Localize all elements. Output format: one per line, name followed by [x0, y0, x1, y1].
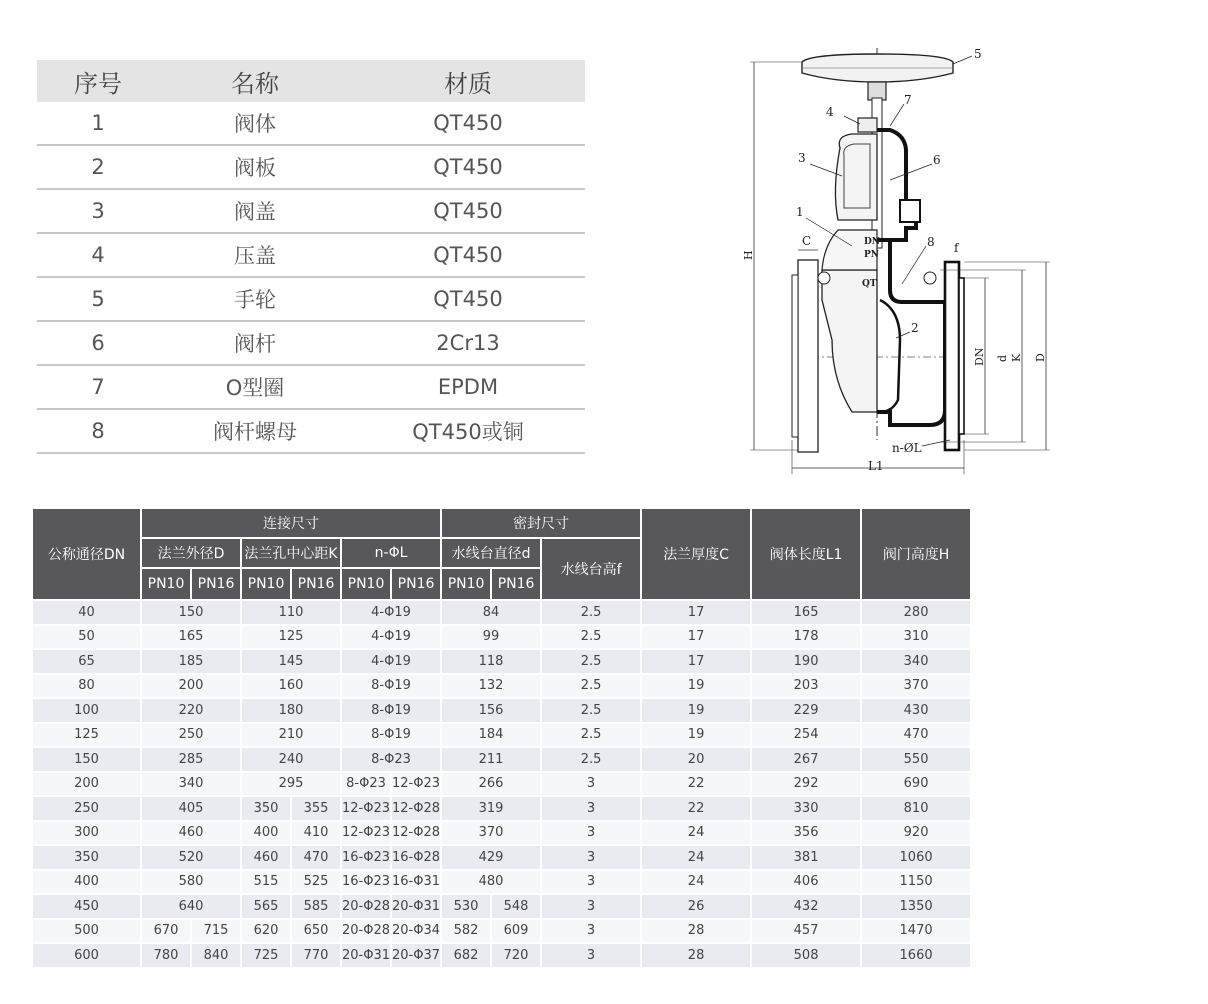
parts-row [37, 233, 585, 277]
cell-flange-od-pn10: 670 [141, 919, 191, 944]
cell-flange-od: 460 [141, 821, 241, 846]
dim-label-k: K [1010, 353, 1023, 362]
cell-valve-height: 370 [861, 674, 971, 699]
cell-body-length: 356 [751, 821, 861, 846]
cell-flange-thickness: 20 [641, 747, 751, 772]
cell-rf-height: 2.5 [541, 698, 641, 723]
cell-bolt-pcd-pn10: 725 [241, 943, 291, 968]
cell-holes: 8-Φ23 [341, 747, 441, 772]
header-flange-thickness: 法兰厚度C [641, 508, 751, 600]
part-material: QT450或铜 [351, 409, 585, 453]
cell-flange-od: 200 [141, 674, 241, 699]
cell-rf-diameter: 99 [441, 625, 541, 650]
dim-row [32, 919, 971, 944]
cell-rf-diameter-pn16: 720 [491, 943, 541, 968]
left-bolt-hole [818, 272, 830, 284]
body-mark-pn: PN [864, 250, 879, 260]
cell-valve-height: 280 [861, 600, 971, 625]
cell-holes: 4-Φ19 [341, 649, 441, 674]
stem-nut-housing [900, 200, 920, 222]
cell-rf-height: 3 [541, 772, 641, 797]
header-body-length: 阀体长度L1 [751, 508, 861, 600]
cell-dn: 100 [32, 698, 141, 723]
cell-holes-pn10: 20-Φ31 [341, 943, 391, 968]
header-connection: 连接尺寸 [141, 508, 441, 538]
cell-dn: 65 [32, 649, 141, 674]
part-serial: 5 [37, 277, 159, 321]
cell-holes: 8-Φ19 [341, 674, 441, 699]
cell-bolt-pcd: 295 [241, 772, 341, 797]
cell-flange-od: 150 [141, 600, 241, 625]
cell-dn: 400 [32, 870, 141, 895]
dim-label-nl: n-ØL [892, 441, 922, 455]
cell-valve-height: 430 [861, 698, 971, 723]
header-pn10: PN10 [241, 568, 291, 600]
right-flange-face [959, 278, 964, 434]
cell-bolt-pcd-pn10: 620 [241, 919, 291, 944]
cell-bolt-pcd-pn16: 410 [291, 821, 341, 846]
cell-body-length: 229 [751, 698, 861, 723]
right-bolt-hole [924, 272, 936, 284]
cell-flange-od: 405 [141, 796, 241, 821]
cell-flange-od: 185 [141, 649, 241, 674]
cell-flange-thickness: 24 [641, 845, 751, 870]
parts-row [37, 409, 585, 453]
cell-flange-od: 285 [141, 747, 241, 772]
part-material: 2Cr13 [351, 321, 585, 365]
parts-row [37, 102, 585, 145]
cell-flange-od: 250 [141, 723, 241, 748]
cell-flange-od-pn10: 780 [141, 943, 191, 968]
cell-holes-pn16: 20-Φ34 [391, 919, 441, 944]
dim-label-l1: L1 [868, 459, 884, 473]
part-material: EPDM [351, 365, 585, 409]
cell-body-length: 508 [751, 943, 861, 968]
parts-row [37, 365, 585, 409]
cell-dn: 250 [32, 796, 141, 821]
cell-body-length: 254 [751, 723, 861, 748]
cell-rf-height: 2.5 [541, 649, 641, 674]
header-pn16: PN16 [291, 568, 341, 600]
cell-rf-height: 3 [541, 870, 641, 895]
part-serial: 4 [37, 233, 159, 277]
handwheel-hub [868, 82, 886, 100]
part-serial: 3 [37, 189, 159, 233]
cell-rf-diameter-pn10: 682 [441, 943, 491, 968]
parts-row [37, 189, 585, 233]
cell-rf-diameter: 84 [441, 600, 541, 625]
cell-bolt-pcd: 180 [241, 698, 341, 723]
header-pn10: PN10 [141, 568, 191, 600]
cell-body-length: 432 [751, 894, 861, 919]
cell-rf-height: 3 [541, 845, 641, 870]
cell-bolt-pcd-pn16: 770 [291, 943, 341, 968]
part-serial: 8 [37, 409, 159, 453]
header-flange-od: 法兰外径D [141, 538, 241, 568]
cell-dn: 300 [32, 821, 141, 846]
header-material: 材质 [351, 60, 585, 102]
dim-label-c: C [802, 234, 812, 248]
dim-label-f: f [954, 241, 959, 255]
cell-valve-height: 1660 [861, 943, 971, 968]
header-seal: 密封尺寸 [441, 508, 641, 538]
cell-rf-height: 3 [541, 821, 641, 846]
cell-flange-thickness: 22 [641, 796, 751, 821]
cell-bolt-pcd-pn10: 350 [241, 796, 291, 821]
part-material: QT450 [351, 102, 585, 145]
dim-row [32, 772, 971, 797]
cell-holes: 4-Φ19 [341, 625, 441, 650]
cell-bolt-pcd-pn16: 470 [291, 845, 341, 870]
cell-dn: 500 [32, 919, 141, 944]
header-bolt-pcd: 法兰孔中心距K [241, 538, 341, 568]
cell-valve-height: 920 [861, 821, 971, 846]
cell-rf-height: 2.5 [541, 625, 641, 650]
cell-rf-height: 2.5 [541, 723, 641, 748]
cell-flange-thickness: 17 [641, 600, 751, 625]
cell-valve-height: 1470 [861, 919, 971, 944]
cell-dn: 40 [32, 600, 141, 625]
dimension-table [31, 507, 970, 969]
cell-flange-od: 580 [141, 870, 241, 895]
cell-bolt-pcd: 125 [241, 625, 341, 650]
cell-valve-height: 690 [861, 772, 971, 797]
part-name: 手轮 [159, 277, 351, 321]
cell-body-length: 406 [751, 870, 861, 895]
cell-body-length: 267 [751, 747, 861, 772]
cell-dn: 450 [32, 894, 141, 919]
cell-flange-thickness: 22 [641, 772, 751, 797]
parts-table [37, 60, 585, 454]
right-flange [945, 262, 959, 450]
header-valve-height: 阀门高度H [861, 508, 971, 600]
dim-row [32, 870, 971, 895]
cell-flange-thickness: 24 [641, 870, 751, 895]
cell-holes-pn16: 12-Φ28 [391, 821, 441, 846]
body-mark-dn: DN [864, 237, 881, 247]
cell-bolt-pcd-pn10: 460 [241, 845, 291, 870]
cell-rf-diameter-pn10: 530 [441, 894, 491, 919]
part-name: 阀盖 [159, 189, 351, 233]
part-material: QT450 [351, 277, 585, 321]
cell-flange-od: 340 [141, 772, 241, 797]
header-rf-height: 水线台高f [541, 538, 641, 600]
bonnet-right-section [877, 130, 916, 240]
cell-rf-diameter: 266 [441, 772, 541, 797]
dim-row [32, 600, 971, 625]
cell-holes-pn10: 16-Φ23 [341, 845, 391, 870]
cell-holes: 8-Φ19 [341, 723, 441, 748]
cell-flange-thickness: 28 [641, 943, 751, 968]
cell-dn: 50 [32, 625, 141, 650]
cell-flange-thickness: 19 [641, 674, 751, 699]
dim-row [32, 747, 971, 772]
valve-drawing-svg [740, 40, 1060, 480]
cell-rf-diameter: 132 [441, 674, 541, 699]
cell-holes-pn10: 12-Φ23 [341, 796, 391, 821]
cell-rf-diameter-pn10: 582 [441, 919, 491, 944]
cell-rf-diameter-pn16: 609 [491, 919, 541, 944]
header-name: 名称 [159, 60, 351, 102]
cell-valve-height: 1150 [861, 870, 971, 895]
cell-rf-height: 3 [541, 894, 641, 919]
cell-rf-diameter: 184 [441, 723, 541, 748]
leader-2 [896, 332, 910, 338]
parts-row [37, 277, 585, 321]
cell-valve-height: 1350 [861, 894, 971, 919]
part-material: QT450 [351, 233, 585, 277]
body-left [822, 270, 877, 412]
bonnet-left [835, 134, 877, 220]
cell-rf-height: 2.5 [541, 747, 641, 772]
cell-bolt-pcd-pn16: 585 [291, 894, 341, 919]
cell-body-length: 330 [751, 796, 861, 821]
dim-row [32, 723, 971, 748]
cell-rf-diameter: 319 [441, 796, 541, 821]
part-serial: 7 [37, 365, 159, 409]
cell-flange-thickness: 24 [641, 821, 751, 846]
cell-rf-diameter: 370 [441, 821, 541, 846]
cell-rf-diameter: 429 [441, 845, 541, 870]
dim-row [32, 625, 971, 650]
callout-7: 7 [904, 93, 912, 107]
cell-rf-diameter: 156 [441, 698, 541, 723]
leader-7 [890, 104, 904, 126]
cell-dn: 200 [32, 772, 141, 797]
cell-bolt-pcd-pn10: 565 [241, 894, 291, 919]
dim-label-d: D [1034, 353, 1047, 362]
cell-flange-thickness: 17 [641, 649, 751, 674]
cell-valve-height: 310 [861, 625, 971, 650]
body-mark-qt: QT [862, 279, 877, 289]
cell-valve-height: 470 [861, 723, 971, 748]
cell-holes-pn16: 12-Φ23 [391, 772, 441, 797]
cell-dn: 125 [32, 723, 141, 748]
cell-rf-diameter: 211 [441, 747, 541, 772]
dim-row [32, 894, 971, 919]
cell-bolt-pcd-pn16: 650 [291, 919, 341, 944]
dim-label-h: H [742, 250, 755, 260]
cell-flange-thickness: 17 [641, 625, 751, 650]
part-name: O型圈 [159, 365, 351, 409]
cell-flange-thickness: 26 [641, 894, 751, 919]
callout-5: 5 [974, 47, 982, 61]
header-pn16: PN16 [491, 568, 541, 600]
header-rf-diameter: 水线台直径d [441, 538, 541, 568]
dimension-table-body [32, 600, 971, 968]
cell-rf-height: 3 [541, 796, 641, 821]
cell-valve-height: 340 [861, 649, 971, 674]
cell-bolt-pcd: 160 [241, 674, 341, 699]
callout-1: 1 [796, 205, 804, 219]
leader-6 [890, 164, 932, 180]
cell-holes-pn16: 20-Φ37 [391, 943, 441, 968]
cell-flange-od-pn16: 840 [191, 943, 241, 968]
dim-header-row-1 [32, 508, 971, 538]
header-nominal-dn: 公称通径DN [32, 508, 141, 600]
part-material: QT450 [351, 145, 585, 189]
dim-row [32, 649, 971, 674]
cell-rf-height: 3 [541, 943, 641, 968]
header-pn16: PN16 [191, 568, 241, 600]
parts-row [37, 145, 585, 189]
part-serial: 2 [37, 145, 159, 189]
cell-bolt-pcd: 210 [241, 723, 341, 748]
cell-body-length: 178 [751, 625, 861, 650]
cell-flange-thickness: 19 [641, 698, 751, 723]
callout-6: 6 [933, 153, 941, 167]
part-name: 阀杆螺母 [159, 409, 351, 453]
gate-section [880, 300, 900, 412]
cell-valve-height: 810 [861, 796, 971, 821]
cell-flange-thickness: 19 [641, 723, 751, 748]
cell-body-length: 165 [751, 600, 861, 625]
header-pn10: PN10 [441, 568, 491, 600]
part-material: QT450 [351, 189, 585, 233]
cell-valve-height: 1060 [861, 845, 971, 870]
left-flange [798, 260, 818, 452]
cell-bolt-pcd: 110 [241, 600, 341, 625]
cell-bolt-pcd-pn16: 355 [291, 796, 341, 821]
leader-5 [953, 56, 972, 64]
parts-row [37, 321, 585, 365]
callout-3: 3 [798, 151, 806, 165]
cell-flange-od-pn16: 715 [191, 919, 241, 944]
cell-holes-pn16: 20-Φ31 [391, 894, 441, 919]
header-pn16: PN16 [391, 568, 441, 600]
cell-holes-pn16: 16-Φ31 [391, 870, 441, 895]
dim-row [32, 943, 971, 968]
part-name: 压盖 [159, 233, 351, 277]
gland-shape [858, 118, 877, 132]
dim-row [32, 698, 971, 723]
cell-bolt-pcd: 240 [241, 747, 341, 772]
cell-holes: 8-Φ19 [341, 698, 441, 723]
cell-dn: 350 [32, 845, 141, 870]
header-serial: 序号 [37, 60, 159, 102]
cell-body-length: 457 [751, 919, 861, 944]
cell-rf-diameter: 480 [441, 870, 541, 895]
part-name: 阀杆 [159, 321, 351, 365]
cell-dn: 150 [32, 747, 141, 772]
cell-bolt-pcd-pn10: 515 [241, 870, 291, 895]
dim-row [32, 674, 971, 699]
cell-bolt-pcd: 145 [241, 649, 341, 674]
cell-holes-pn10: 8-Φ23 [341, 772, 391, 797]
part-serial: 6 [37, 321, 159, 365]
cell-holes-pn16: 12-Φ28 [391, 796, 441, 821]
callout-2: 2 [911, 321, 919, 335]
cell-flange-od: 520 [141, 845, 241, 870]
part-serial: 1 [37, 102, 159, 145]
valve-section-drawing [740, 40, 1060, 480]
cell-bolt-pcd-pn16: 525 [291, 870, 341, 895]
header-pn10: PN10 [341, 568, 391, 600]
cell-body-length: 381 [751, 845, 861, 870]
cell-holes-pn10: 12-Φ23 [341, 821, 391, 846]
parts-table-body [37, 102, 585, 453]
cell-valve-height: 550 [861, 747, 971, 772]
dim-row [32, 845, 971, 870]
cell-body-length: 190 [751, 649, 861, 674]
cell-holes-pn10: 20-Φ28 [341, 894, 391, 919]
cell-flange-od: 165 [141, 625, 241, 650]
part-name: 阀体 [159, 102, 351, 145]
cell-bolt-pcd-pn10: 400 [241, 821, 291, 846]
cell-rf-height: 2.5 [541, 674, 641, 699]
header-holes: n-ΦL [341, 538, 441, 568]
callout-8: 8 [927, 235, 935, 249]
cell-holes-pn16: 16-Φ28 [391, 845, 441, 870]
dim-row [32, 821, 971, 846]
cell-body-length: 292 [751, 772, 861, 797]
cell-flange-thickness: 28 [641, 919, 751, 944]
cell-rf-diameter-pn16: 548 [491, 894, 541, 919]
callout-4: 4 [826, 105, 834, 119]
dim-row [32, 796, 971, 821]
parts-table-header [37, 60, 585, 102]
cell-rf-height: 3 [541, 919, 641, 944]
part-name: 阀板 [159, 145, 351, 189]
cell-dn: 80 [32, 674, 141, 699]
left-flange-face [792, 275, 798, 437]
leader-8 [902, 246, 926, 284]
cell-body-length: 203 [751, 674, 861, 699]
cell-flange-od: 220 [141, 698, 241, 723]
cell-holes-pn10: 16-Φ23 [341, 870, 391, 895]
dim-label-d-small: d [996, 354, 1009, 362]
dim-label-dn: DN [973, 347, 986, 366]
cell-holes: 4-Φ19 [341, 600, 441, 625]
cell-rf-height: 2.5 [541, 600, 641, 625]
cell-holes-pn10: 20-Φ28 [341, 919, 391, 944]
cell-flange-od: 640 [141, 894, 241, 919]
cell-rf-diameter: 118 [441, 649, 541, 674]
cell-dn: 600 [32, 943, 141, 968]
